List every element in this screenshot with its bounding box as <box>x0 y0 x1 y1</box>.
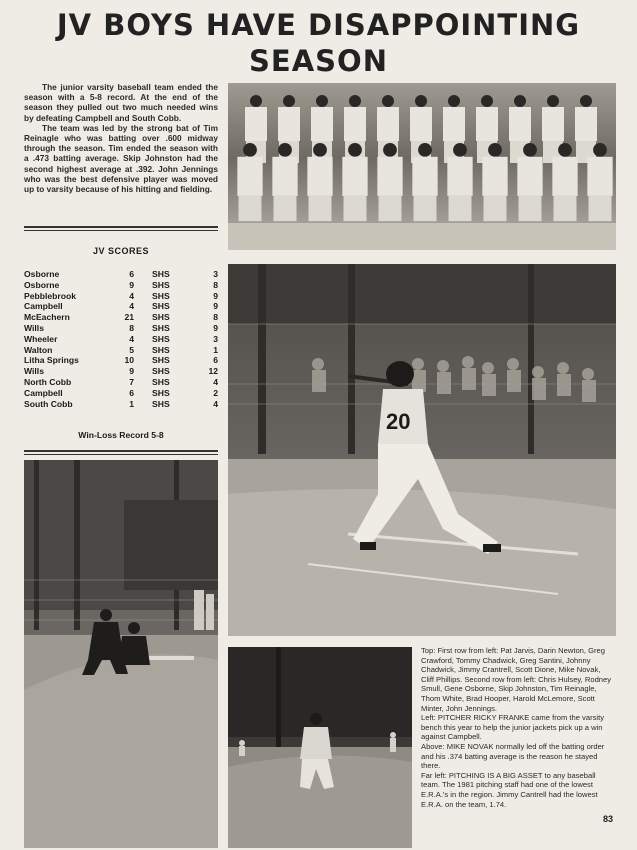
team-score: 1 <box>213 344 218 355</box>
opponent-name: Pebblebrook <box>24 290 77 301</box>
team-score: 2 <box>213 387 218 398</box>
opponent-name: Wheeler <box>24 333 58 344</box>
jersey-number: 20 <box>386 409 411 434</box>
opponent-name: Campbell <box>24 387 63 398</box>
caption-team: Top: First row from left: Pat Jarvis, Darin Newton, Greg Crawford, Tommy Chadwick, Greg Santini, Johnny Chadwick, Jimmy Crantrell, Scott Dione, Mike Novak, Cliff Phillips. Second row from left: Chris Hulsey, Rodney Smull, Gene Osborne, Skip Johnston, Tim Reinagle, Thom White, Brad Hooper, Harold McLemore, Scott Minter, John Jennings. <box>421 646 612 713</box>
divider <box>24 450 218 452</box>
score-row <box>24 291 218 302</box>
opponent-name: Osborne <box>24 279 60 290</box>
caption-left: Left: PITCHER RICKY FRANKE came from the varsity bench this year to help the junior jackets pick up a win against Campbell. <box>421 713 604 742</box>
team-name: SHS <box>152 387 170 398</box>
opponent-name: Wills <box>24 322 44 333</box>
score-row <box>24 280 218 291</box>
team-name: SHS <box>152 376 170 387</box>
team-name: SHS <box>152 398 170 409</box>
team-name: SHS <box>152 301 170 312</box>
team-score: 12 <box>208 366 218 377</box>
team-name: SHS <box>152 290 170 301</box>
score-row <box>24 269 218 280</box>
opponent-name: Litha Springs <box>24 355 79 366</box>
opponent-name: Walton <box>24 344 53 355</box>
divider <box>24 230 218 231</box>
intro-article <box>24 82 218 194</box>
opponent-score: 4 <box>129 290 134 301</box>
page-number: 83 <box>603 814 614 824</box>
opponent-score: 1 <box>129 398 134 409</box>
team-name: SHS <box>152 322 170 333</box>
team-score: 9 <box>213 301 218 312</box>
opponent-score: 7 <box>129 376 134 387</box>
team-score: 9 <box>213 322 218 333</box>
team-name: SHS <box>152 366 170 377</box>
opponent-score: 6 <box>129 269 134 279</box>
opponent-name: McEachern <box>24 312 70 323</box>
score-row <box>24 345 218 356</box>
opponent-score: 21 <box>124 312 134 323</box>
score-row <box>24 312 218 323</box>
opponent-score: 4 <box>129 333 134 344</box>
team-score: 4 <box>213 398 218 409</box>
team-score: 3 <box>213 269 218 279</box>
opponent-name: Osborne <box>24 269 60 279</box>
intro-paragraph-1: The junior varsity baseball team ended the season with a 5-8 record. At the end of the season they pulled out two much needed wins by defeating Campbell and South Cobb. <box>24 82 218 123</box>
score-row <box>24 366 218 377</box>
opponent-name: South Cobb <box>24 398 73 409</box>
caption-far-left: Far left: PITCHING IS A BIG ASSET to any baseball team. The 1981 pitching staff had one of the lowest E.R.A.'s in the region. Jimmy Cantrell had the lowest E.R.A. on the team, 1.74. <box>421 770 598 809</box>
opponent-score: 8 <box>129 322 134 333</box>
caption-above: Above: MIKE NOVAK normally led off the batting order and his .374 batting average is the reason he stayed there. <box>421 741 605 771</box>
score-row <box>24 377 218 388</box>
team-score: 3 <box>213 333 218 344</box>
team-score: 8 <box>213 279 218 290</box>
score-row <box>24 301 218 312</box>
team-name: SHS <box>152 269 170 279</box>
team-name: SHS <box>152 312 170 323</box>
opponent-score: 6 <box>129 387 134 398</box>
opponent-name: Wills <box>24 366 44 377</box>
intro-paragraph-2: The team was led by the strong bat of Tim Reinagle who was batting over .600 midway through the season. Tim ended the season with a .473 batting average. Skip Johnston had the second highest average at .392. John Jennings who was the best defensive player was moved up to varsity because of his hitting and fielding. <box>24 122 218 195</box>
score-row <box>24 399 218 410</box>
scores-table <box>24 269 218 409</box>
team-name: SHS <box>152 344 170 355</box>
team-score: 6 <box>213 355 218 366</box>
opponent-name: North Cobb <box>24 376 72 387</box>
team-name: SHS <box>152 333 170 344</box>
opponent-score: 4 <box>129 301 134 312</box>
novak-photo <box>228 647 412 848</box>
score-row <box>24 334 218 345</box>
team-name: SHS <box>152 279 170 290</box>
score-row <box>24 355 218 366</box>
opponent-score: 9 <box>129 366 134 377</box>
pitching-photo <box>24 460 218 848</box>
scores-title: JV SCORES <box>92 246 150 256</box>
opponent-name: Campbell <box>24 301 63 312</box>
team-score: 8 <box>213 312 218 323</box>
opponent-score: 5 <box>129 344 134 355</box>
photo-captions <box>421 646 615 809</box>
score-row <box>24 323 218 334</box>
opponent-score: 10 <box>124 355 134 366</box>
team-photo <box>228 83 616 250</box>
score-row <box>24 388 218 399</box>
team-score: 9 <box>213 290 218 301</box>
batter-photo <box>228 264 616 636</box>
team-name: SHS <box>152 355 170 366</box>
headline-line-2: SEASON <box>249 44 388 78</box>
headline-line-1: JV BOYS HAVE DISAPPOINTING <box>56 8 581 42</box>
opponent-score: 9 <box>129 279 134 290</box>
divider <box>24 454 218 455</box>
team-score: 4 <box>213 376 218 387</box>
win-loss-record: Win-Loss Record 5-8 <box>78 430 164 440</box>
divider <box>24 226 218 228</box>
